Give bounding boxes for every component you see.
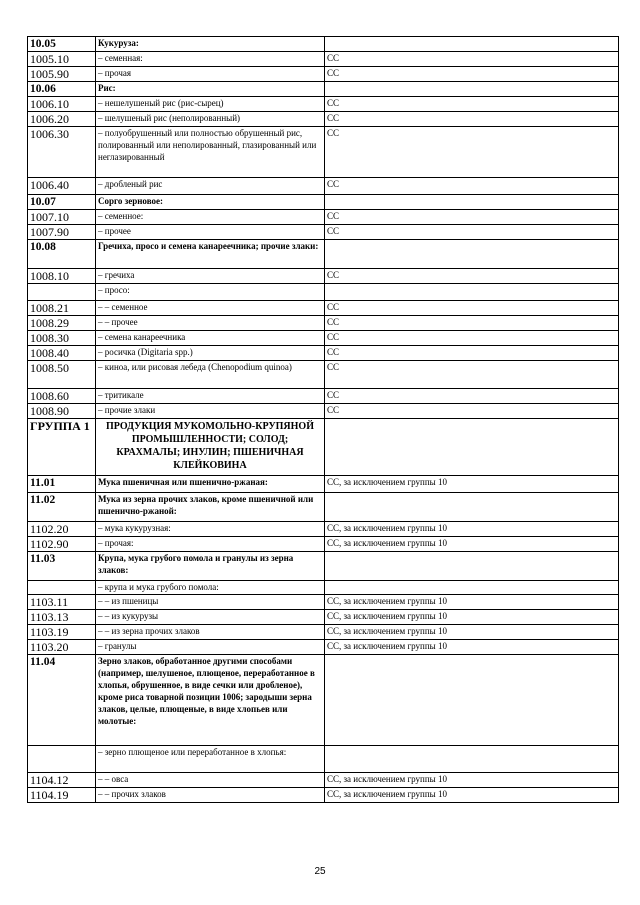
description-cell: – нешелушеный рис (рис-сырец): [96, 97, 325, 112]
table-row: [28, 97, 619, 112]
code-cell: [28, 746, 96, 773]
code-cell: 11.01: [28, 476, 96, 493]
code-cell: 1006.40: [28, 178, 96, 195]
heading-row: [28, 82, 619, 97]
heading-row: [28, 476, 619, 493]
description-cell: Сорго зерновое:: [96, 195, 325, 210]
code-cell: 1104.12: [28, 773, 96, 788]
table-row: [28, 595, 619, 610]
description-cell: – – из зерна прочих злаков: [96, 625, 325, 640]
certification-cell: СС: [325, 112, 619, 127]
description-cell: – киноа, или рисовая лебеда (Chenopodium quinoa): [96, 361, 325, 389]
description-cell: – гречиха: [96, 269, 325, 284]
code-cell: 1008.40: [28, 346, 96, 361]
description-cell: – зерно плющеное или переработанное в хлопья:: [96, 746, 325, 773]
page-number: 25: [314, 866, 326, 877]
code-cell: 1104.19: [28, 788, 96, 803]
certification-cell: СС: [325, 346, 619, 361]
certification-cell: [325, 581, 619, 595]
description-cell: – шелушеный рис (неполированный): [96, 112, 325, 127]
description-cell: – – из кукурузы: [96, 610, 325, 625]
description-cell: Зерно злаков, обработанное другими способами (например, шелушеное, плющеное, переработанное в хлопья, обрушенное, в виде сечки или дробленое), кроме риса товарной позиции 1006; зародыши зерна злаков, целые, плющеные, в виде хлопьев или молотые:: [96, 655, 325, 746]
certification-cell: [325, 493, 619, 522]
description-cell: – – прочих злаков: [96, 788, 325, 803]
certification-cell: [325, 419, 619, 476]
code-cell: 1006.20: [28, 112, 96, 127]
table-row: [28, 581, 619, 595]
description-cell: – прочее: [96, 225, 325, 240]
code-cell: [28, 581, 96, 595]
description-cell: Мука из зерна прочих злаков, кроме пшеничной или пшенично-ржаной:: [96, 493, 325, 522]
description-cell: – крупа и мука грубого помола:: [96, 581, 325, 595]
code-cell: 1103.13: [28, 610, 96, 625]
description-cell: – – семенное: [96, 301, 325, 316]
certification-cell: СС: [325, 404, 619, 419]
code-cell: 11.04: [28, 655, 96, 746]
certification-cell: СС: [325, 67, 619, 82]
certification-cell: [325, 37, 619, 52]
code-cell: 11.02: [28, 493, 96, 522]
description-cell: – прочая: [96, 67, 325, 82]
table-row: [28, 67, 619, 82]
heading-row: [28, 240, 619, 269]
code-cell: 1006.30: [28, 127, 96, 178]
description-cell: Кукуруза:: [96, 37, 325, 52]
heading-row: [28, 552, 619, 581]
code-cell: 1007.90: [28, 225, 96, 240]
code-cell: 10.05: [28, 37, 96, 52]
description-cell: – полуобрушенный или полностью обрушенный рис, полированный или неполированный, глазированный или неглазированный: [96, 127, 325, 178]
code-cell: 1008.21: [28, 301, 96, 316]
certification-cell: СС: [325, 178, 619, 195]
table-row: [28, 178, 619, 195]
certification-cell: СС, за исключением группы 10: [325, 476, 619, 493]
certification-cell: [325, 284, 619, 301]
description-cell: – семенное:: [96, 210, 325, 225]
table-row: [28, 127, 619, 178]
table-row: [28, 746, 619, 773]
table-row: [28, 625, 619, 640]
table-row: [28, 331, 619, 346]
table-row: [28, 361, 619, 389]
code-cell: [28, 284, 96, 301]
code-cell: 1008.90: [28, 404, 96, 419]
description-cell: – прочие злаки: [96, 404, 325, 419]
certification-cell: СС: [325, 52, 619, 67]
tariff-table: [27, 36, 619, 803]
description-cell: – – прочее: [96, 316, 325, 331]
code-cell: 1005.10: [28, 52, 96, 67]
code-cell: 11.03: [28, 552, 96, 581]
certification-cell: СС: [325, 389, 619, 404]
description-cell: – тритикале: [96, 389, 325, 404]
certification-cell: СС, за исключением группы 10: [325, 640, 619, 655]
certification-cell: СС: [325, 97, 619, 112]
certification-cell: СС: [325, 331, 619, 346]
certification-cell: СС: [325, 225, 619, 240]
description-cell: – семена канареечника: [96, 331, 325, 346]
certification-cell: СС: [325, 269, 619, 284]
heading-row: [28, 195, 619, 210]
table-row: [28, 640, 619, 655]
table-row: [28, 52, 619, 67]
description-cell: – – из пшеницы: [96, 595, 325, 610]
code-cell: ГРУППА 1: [28, 419, 96, 476]
description-cell: – просо:: [96, 284, 325, 301]
description-cell: Крупа, мука грубого помола и гранулы из зерна злаков:: [96, 552, 325, 581]
description-cell: Рис:: [96, 82, 325, 97]
certification-cell: [325, 552, 619, 581]
heading-row: [28, 655, 619, 746]
code-cell: 10.06: [28, 82, 96, 97]
group-row: [28, 419, 619, 476]
certification-cell: [325, 240, 619, 269]
certification-cell: СС, за исключением группы 10: [325, 625, 619, 640]
description-cell: ПРОДУКЦИЯ МУКОМОЛЬНО-КРУПЯНОЙ ПРОМЫШЛЕННОСТИ; СОЛОД; КРАХМАЛЫ; ИНУЛИН; ПШЕНИЧНАЯ КЛЕЙКОВИНА: [96, 419, 325, 476]
certification-cell: СС, за исключением группы 10: [325, 610, 619, 625]
certification-cell: [325, 746, 619, 773]
table-row: [28, 389, 619, 404]
certification-cell: СС: [325, 210, 619, 225]
description-cell: – мука кукурузная:: [96, 522, 325, 537]
code-cell: 1103.11: [28, 595, 96, 610]
table-row: [28, 610, 619, 625]
certification-cell: СС, за исключением группы 10: [325, 788, 619, 803]
code-cell: 1008.29: [28, 316, 96, 331]
certification-cell: СС, за исключением группы 10: [325, 522, 619, 537]
table-row: [28, 210, 619, 225]
certification-cell: СС, за исключением группы 10: [325, 773, 619, 788]
code-cell: 1103.20: [28, 640, 96, 655]
description-cell: – семенная:: [96, 52, 325, 67]
code-cell: 1102.20: [28, 522, 96, 537]
certification-cell: СС, за исключением группы 10: [325, 537, 619, 552]
table-row: [28, 225, 619, 240]
table-row: [28, 301, 619, 316]
code-cell: 10.07: [28, 195, 96, 210]
code-cell: 10.08: [28, 240, 96, 269]
certification-cell: СС, за исключением группы 10: [325, 595, 619, 610]
table-row: [28, 269, 619, 284]
description-cell: – – овса: [96, 773, 325, 788]
certification-cell: [325, 82, 619, 97]
heading-row: [28, 37, 619, 52]
table-row: [28, 346, 619, 361]
description-cell: Мука пшеничная или пшенично-ржаная:: [96, 476, 325, 493]
code-cell: 1102.90: [28, 537, 96, 552]
code-cell: 1005.90: [28, 67, 96, 82]
table-row: [28, 537, 619, 552]
code-cell: 1006.10: [28, 97, 96, 112]
code-cell: 1008.50: [28, 361, 96, 389]
certification-cell: СС: [325, 316, 619, 331]
code-cell: 1008.30: [28, 331, 96, 346]
code-cell: 1007.10: [28, 210, 96, 225]
description-cell: – росичка (Digitaria spp.): [96, 346, 325, 361]
table-row: [28, 404, 619, 419]
description-cell: Гречиха, просо и семена канареечника; прочие злаки:: [96, 240, 325, 269]
description-cell: – прочая:: [96, 537, 325, 552]
table-row: [28, 284, 619, 301]
code-cell: 1008.60: [28, 389, 96, 404]
table-row: [28, 522, 619, 537]
table-row: [28, 316, 619, 331]
description-cell: – дробленый рис: [96, 178, 325, 195]
tariff-table-body: [28, 37, 619, 803]
code-cell: 1103.19: [28, 625, 96, 640]
certification-cell: [325, 655, 619, 746]
table-row: [28, 788, 619, 803]
certification-cell: СС: [325, 301, 619, 316]
description-cell: – гранулы: [96, 640, 325, 655]
table-row: [28, 773, 619, 788]
table-row: [28, 112, 619, 127]
certification-cell: СС: [325, 361, 619, 389]
certification-cell: [325, 195, 619, 210]
code-cell: 1008.10: [28, 269, 96, 284]
heading-row: [28, 493, 619, 522]
certification-cell: СС: [325, 127, 619, 178]
